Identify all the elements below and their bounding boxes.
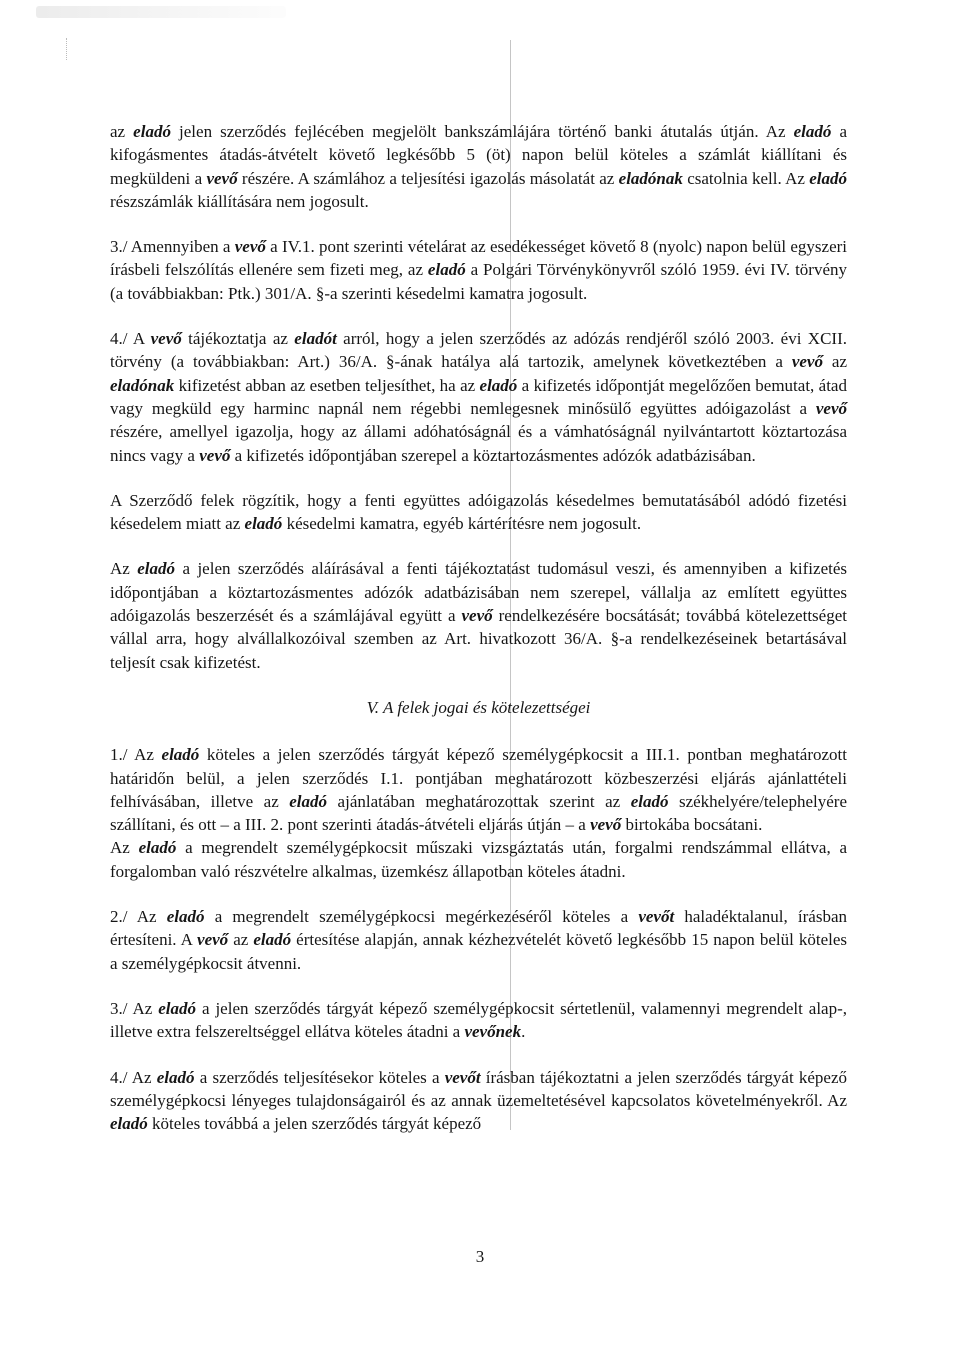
text-run: köteles továbbá a jelen szerződés tárgyát képező xyxy=(147,1114,482,1134)
text-run: rendelkezésére bocsátását; továbbá kötelezettséget vállal arra, hogy alvállalkozóival szemben az Art. hivatkozott 36/A. §-a rendelkezéseinek betartásával teljesít csak kifizetést. xyxy=(110,606,847,672)
text-run: a megrendelt személygépkocsi megérkezéséről köteles a xyxy=(204,907,639,927)
text-run: 3./ Az xyxy=(110,998,159,1018)
text-run: a megrendelt személygépkocsit műszaki vizsgáztatás után, forgalmi rendszámmal ellátva, a forgalomban való részvételre alkalmas, üzemkész állapotban köteles átadni. xyxy=(110,838,847,881)
party-term: eladó xyxy=(289,791,328,811)
text-run: jelen szerződés fejlécében megjelölt bankszámlájára történő banki átutalás útján. Az xyxy=(170,122,794,141)
party-term: eladó xyxy=(427,260,466,280)
text-run: a kifizetés időpontjában szerepel a köztartozásmentes adózók adatbázisában. xyxy=(230,445,756,465)
party-term: eladó xyxy=(630,791,669,811)
party-term: vevő xyxy=(150,329,182,349)
scan-artifact xyxy=(36,6,286,18)
party-term: vevő xyxy=(206,168,238,188)
paragraph xyxy=(110,1066,847,1136)
text-run: Az xyxy=(110,838,139,858)
text-run: tájékoztatja az xyxy=(181,329,295,349)
text-run: a jelen szerződés aláírásával a fenti tájékoztatást tudomásul veszi, és amennyiben a kifizetés időpontjában a köztartozásmentes adózók adatbázisában nem szerepel, vállalja az említett együttes adóigazolás beszerzését és a számlájával együtt a xyxy=(110,559,848,626)
text-run: haladéktalanul, írásban értesíteni. A xyxy=(110,907,848,950)
party-term: eladó xyxy=(244,514,283,534)
text-run: az xyxy=(822,352,848,372)
scan-artifact xyxy=(66,38,77,60)
paragraph xyxy=(110,120,847,213)
party-term: vevő xyxy=(791,352,823,372)
party-term: eladó xyxy=(166,907,205,927)
text-run: csatolnia kell. Az xyxy=(682,168,810,188)
party-term: eladó xyxy=(479,375,518,395)
party-term: eladónak xyxy=(618,168,683,188)
text-run: a szerződés teljesítésekor köteles a xyxy=(194,1067,445,1087)
party-term: eladó xyxy=(158,998,197,1018)
text-run: 3./ Amennyiben a xyxy=(110,237,235,257)
text-run: Az xyxy=(110,559,138,579)
paragraph xyxy=(110,235,847,305)
text-run: részszámlák kiállítására nem jogosult. xyxy=(110,191,369,211)
page-number: 3 xyxy=(475,1247,485,1266)
paragraph xyxy=(110,557,847,673)
paragraph xyxy=(110,327,847,467)
document-body xyxy=(110,120,847,1157)
party-term: eladó xyxy=(133,122,171,141)
text-run: 4./ A xyxy=(110,329,151,349)
party-term: eladó xyxy=(253,930,292,950)
party-term: eladó xyxy=(809,168,847,188)
paragraph xyxy=(110,997,847,1044)
party-term: vevő xyxy=(197,930,229,950)
paragraph xyxy=(110,836,847,883)
paragraph xyxy=(110,905,847,975)
text-run: a IV.1. pont szerinti vételárat az esedékességet követő 8 (nyolc) napon belül egyszeri írásbeli felszólítás ellenére sem fizeti meg, az xyxy=(110,237,847,280)
text-run: az xyxy=(110,122,134,141)
party-term: vevőt xyxy=(638,907,675,927)
text-run: késedelmi kamatra, egyéb kártérítésre nem jogosult. xyxy=(282,514,642,534)
party-term: eladó xyxy=(161,745,200,765)
paragraph xyxy=(110,489,847,536)
party-term: vevő xyxy=(234,237,266,257)
text-run: köteles a jelen szerződés tárgyát képező személygépkocsit a III.1. pontban meghatározott határidőn belül, a jelen szerződés I.1. pontjában meghatározott közbeszerzési eljárás ajánlattételi felhívásában, illetve az xyxy=(110,745,847,811)
party-term: eladó xyxy=(793,122,832,141)
text-run: arról, hogy a jelen szerződés az adózás rendjéről szóló 2003. évi XCII. törvény (a továbbiakban: Art.) 36/A. §-ának hatálya alá tartozik, amelynek következtében a xyxy=(110,329,847,372)
party-term: eladó xyxy=(138,838,177,858)
text-run: birtokába bocsátani. xyxy=(621,815,763,835)
text-run: ajánlatában meghatározottak szerint az xyxy=(327,791,631,811)
text-run: a kifizetés időpontját megelőzően bemutat, átad vagy megküld egy harminc napnál nem régebbi nemlegesnek minősülő együttes adóigazolást a xyxy=(110,375,847,418)
text-run: 4./ Az xyxy=(110,1067,157,1087)
text-run: . xyxy=(521,1022,526,1042)
text-run: a kifogásmentes átadás-átvételt követő legkésőbb 5 (öt) napon belül köteles a számlát kiállítani és megküldeni a xyxy=(110,122,848,188)
party-term: vevő xyxy=(815,398,847,418)
text-run: értesítése alapján, annak kézhezvételét követő legkésőbb 15 napon belül köteles a személygépkocsit átvenni. xyxy=(110,930,848,973)
text-run: a jelen szerződés tárgyát képező személygépkocsit sértetlenül, valamennyi megrendelt alap-, illetve extra felszereltséggel ellátva köteles átadni a xyxy=(110,998,848,1042)
text-run: székhelyére/telephelyére szállítani, és ott – a III. 2. pont szerinti átadás-átvételi eljárás útján – a xyxy=(110,791,847,835)
text-run: kifizetést abban az esetben teljesíthet, ha az xyxy=(174,375,480,395)
section-heading: V. A felek jogai és kötelezettségei xyxy=(366,697,591,717)
text-run: A Szerződő felek rögzítik, hogy a fenti együttes adóigazolás késedelmes bemutatásából adódó fizetési késedelem miatt az xyxy=(110,490,847,534)
party-term: eladó xyxy=(137,559,176,579)
text-run: 1./ Az xyxy=(110,745,162,765)
party-term: eladót xyxy=(294,329,337,349)
text-run: részére. A számlához a teljesítési igazolás másolatát az xyxy=(237,168,619,188)
text-run: a Polgári Törvénykönyvről szóló 1959. évi IV. törvény (a továbbiakban: Ptk.) 301/A. §-a szerinti késedelmi kamatra jogosult. xyxy=(110,260,847,303)
party-term: vevő xyxy=(199,445,231,465)
party-term: eladó xyxy=(156,1067,195,1087)
party-term: eladó xyxy=(110,1114,148,1134)
party-term: vevő xyxy=(590,815,622,835)
text-run: 2./ Az xyxy=(110,907,167,927)
text-run: az xyxy=(228,930,254,950)
party-term: vevőnek xyxy=(464,1022,522,1042)
party-term: eladónak xyxy=(110,375,175,395)
party-term: vevő xyxy=(461,606,493,626)
party-term: vevőt xyxy=(444,1067,481,1087)
text-run: részére, amellyel igazolja, hogy az állami adóhatóságnál és a vámhatóságnál nyilvántartott köztartozása nincs vagy a xyxy=(110,422,847,465)
paragraph xyxy=(110,743,847,836)
text-run: írásban tájékoztatni a jelen szerződés tárgyát képező személygépkocsi lényeges tulajdonságairól és az annak üzemeltetésével kapcsolatos követelményekről. Az xyxy=(110,1067,847,1110)
